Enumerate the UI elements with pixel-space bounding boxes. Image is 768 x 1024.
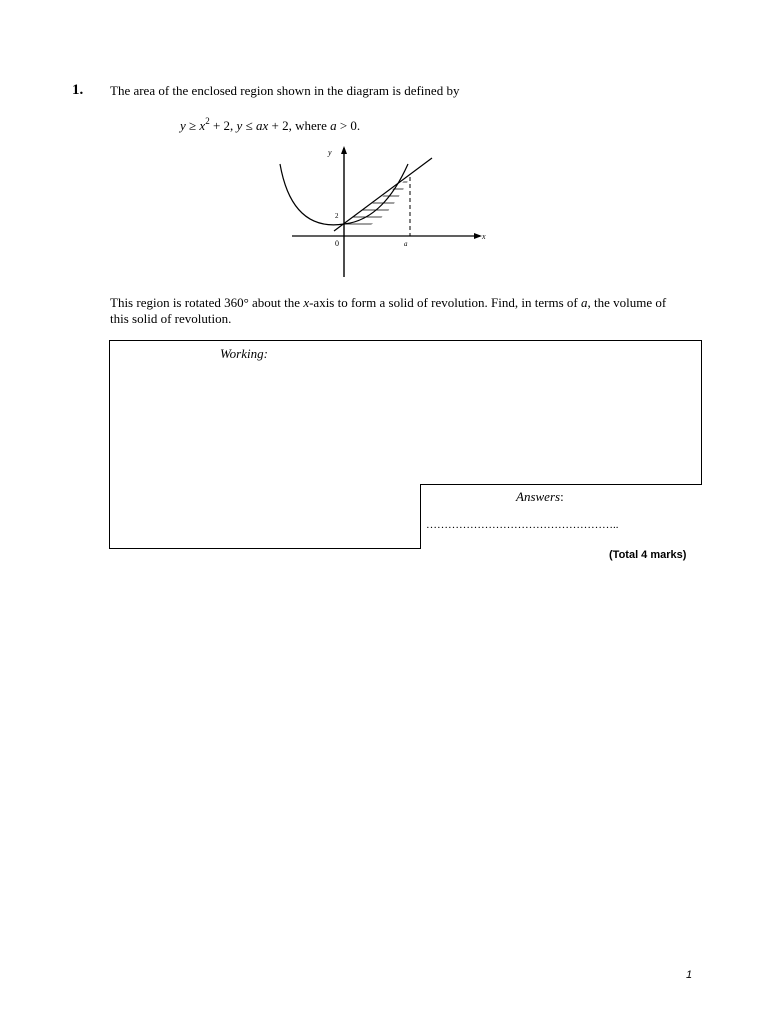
condition-tail: + 2, where: [268, 118, 331, 133]
y-axis-arrowhead: [341, 146, 347, 154]
var-x: x: [303, 295, 310, 310]
x-axis-label: x: [482, 232, 486, 241]
answers-label-colon: :: [560, 489, 564, 504]
var-x: x: [199, 118, 206, 133]
a-label: a: [404, 240, 408, 248]
question-text-part: This region is rotated 360° about the: [110, 295, 304, 310]
answers-label-text: Answers: [516, 489, 561, 504]
var-a: a: [255, 118, 263, 133]
origin-label: 0: [335, 239, 339, 248]
region-diagram: [270, 142, 500, 282]
answer-dotted-line[interactable]: ……………………………………………..: [426, 519, 619, 531]
shaded-region: [330, 182, 430, 224]
answers-label: [516, 489, 564, 505]
symbol-ge: ≥: [185, 118, 200, 133]
working-label: Working:: [220, 346, 268, 361]
var-y: y: [180, 118, 186, 133]
condition-mid: + 2,: [209, 118, 237, 133]
exponent: 2: [205, 116, 210, 126]
question-condition: [180, 116, 360, 134]
question-number: 1.: [72, 82, 84, 98]
symbol-le: ≤: [242, 118, 256, 133]
line-ax-plus-2: [334, 158, 432, 231]
question-intro: The area of the enclosed region shown in the diagram is defined by: [110, 83, 460, 98]
y-axis-label: y: [328, 148, 332, 157]
question-text-part: , the volume of this solid of revolution.: [110, 295, 667, 326]
var-x: x: [262, 118, 269, 133]
var-y: y: [236, 118, 243, 133]
var-a: a: [330, 118, 337, 133]
total-marks: (Total 4 marks): [609, 549, 687, 561]
var-a: a: [580, 295, 588, 310]
page-number: 1: [686, 969, 693, 981]
condition-end: > 0.: [336, 118, 361, 133]
question-text-part: -axis to form a solid of revolution. Find, in terms of: [309, 295, 581, 310]
intercept-label: 2: [335, 212, 339, 220]
question-text: [110, 295, 670, 327]
x-axis-arrowhead: [474, 233, 482, 239]
